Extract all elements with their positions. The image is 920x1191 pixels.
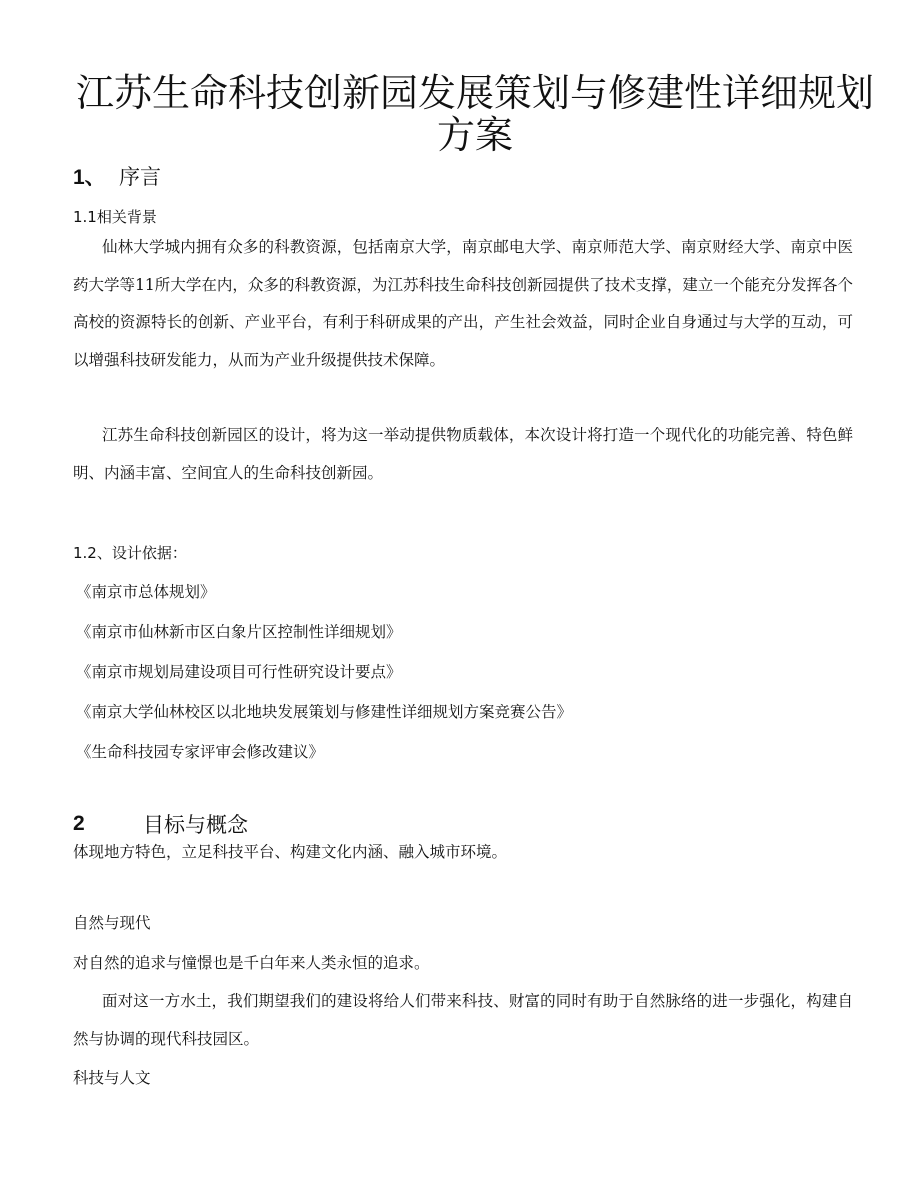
- reference-item: 《生命科技园专家评审会修改建议》: [76, 743, 325, 761]
- topic-nature-line: 对自然的追求与憧憬也是千白年来人类永恒的追求。: [73, 954, 430, 972]
- section-1-title: 序言: [119, 166, 161, 189]
- subsection-1-1-title: 1.1相关背景: [73, 208, 157, 226]
- section-1-number: 1、: [73, 166, 106, 189]
- background-paragraph-2: 江苏生命科技创新园区的设计，将为这一举动提供物质载体，本次设计将打造一个现代化的功能完善、特色鲜明、内涵丰富、空间宜人的生命科技创新园。: [73, 426, 853, 482]
- reference-item: 《南京市规划局建设项目可行性研究设计要点》: [76, 663, 402, 681]
- section-2-title: 目标与概念: [143, 814, 248, 837]
- reference-item: 《南京市总体规划》: [76, 583, 216, 601]
- topic-tech-humanity: 科技与人文: [73, 1069, 151, 1087]
- section-2-heading: [73, 812, 248, 837]
- reference-item: 《南京大学仙林校区以北地块发展策划与修建性详细规划方案竞赛公告》: [76, 703, 573, 721]
- page-title: 江苏生命科技创新园发展策划与修建性详细规划方案: [75, 71, 874, 157]
- section-2-intro: 体现地方特色，立足科技平台、构建文化内涵、融入城市环境。: [73, 843, 508, 861]
- subsection-1-2-title: 1.2、设计依据：: [73, 544, 187, 562]
- background-paragraph-1: 仙林大学城内拥有众多的科教资源，包括南京大学，南京邮电大学、南京师范大学、南京财经大学、南京中医药大学等11所大学在内，众多的科教资源，为江苏科技生命科技创新园提供了技术支撑，建立一个能充分发挥各个高校的资源特长的创新、产业平台，有利于科研成果的产出，产生社会效益，同时企业自身通过与大学的互动，可以增强科技研发能力，从而为产业升级提供技术保障。: [73, 238, 853, 369]
- section-1-heading: [73, 166, 161, 190]
- section-2-number: 2: [73, 812, 85, 835]
- topic-nature-paragraph: 面对这一方水土，我们期望我们的建设将给人们带来科技、财富的同时有助于自然脉络的进一步强化，构建自然与协调的现代科技园区。: [73, 992, 853, 1048]
- reference-item: 《南京市仙林新市区白象片区控制性详细规划》: [76, 623, 402, 641]
- topic-nature-modern: 自然与现代: [73, 914, 151, 932]
